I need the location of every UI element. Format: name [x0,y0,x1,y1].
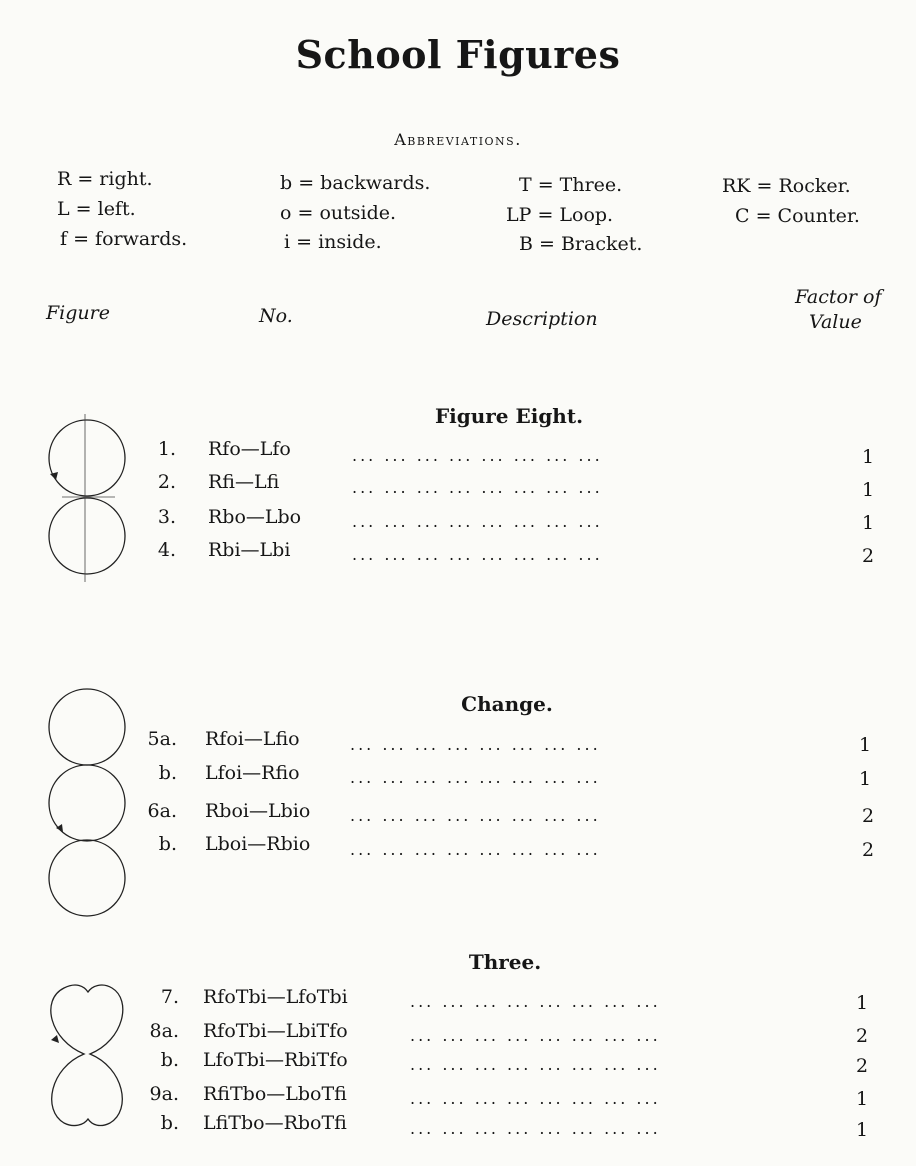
row-value: 1 [855,1088,869,1110]
dot-leader: ... ... ... ... ... ... ... ... [352,478,603,497]
dot-leader: ... ... ... ... ... ... ... ... [352,512,603,531]
row-description: Lboi—Rbio [205,833,311,855]
abbr-rk: RK = Rocker. [722,175,851,197]
dot-leader: ... ... ... ... ... ... ... ... [350,840,601,859]
abbr-lp: LP = Loop. [506,204,614,226]
abbr-o: o = outside. [280,202,397,224]
abbr-f: f = forwards. [60,228,188,250]
page-title: School Figures [295,32,621,77]
row-number: 3. [157,506,176,528]
row-description: RfoTbi—LfoTbi [203,986,348,1008]
row-description: Rbi—Lbi [208,539,291,561]
dot-leader: ... ... ... ... ... ... ... ... [352,446,603,465]
column-header-value: Value [809,311,862,333]
row-number: 1. [157,438,176,460]
row-description: Rfo—Lfo [208,438,291,460]
dot-leader: ... ... ... ... ... ... ... ... [410,992,661,1011]
abbr-b: b = backwards. [280,172,431,194]
dot-leader: ... ... ... ... ... ... ... ... [352,545,603,564]
abbr-r: R = right. [57,168,153,190]
row-value: 1 [861,479,875,501]
row-number: 6a. [147,800,177,822]
abbr-i: i = inside. [284,231,382,253]
row-number: b. [158,833,177,855]
abbr-l: L = left. [57,198,136,220]
row-value: 2 [861,805,875,827]
abbreviations-heading: Abbreviations. [394,130,522,149]
row-description: RfoTbi—LbiTfo [203,1020,348,1042]
dot-leader: ... ... ... ... ... ... ... ... [410,1119,661,1138]
row-number: b. [160,1049,179,1071]
row-number: 7. [160,986,179,1008]
row-number: b. [160,1112,179,1134]
row-value: 1 [858,734,872,756]
row-description: Rfi—Lfi [208,471,280,493]
row-description: LfoTbi—RbiTfo [203,1049,348,1071]
column-header-no: No. [259,305,293,327]
row-value: 1 [861,512,875,534]
dot-leader: ... ... ... ... ... ... ... ... [410,1089,661,1108]
row-number: 8a. [149,1020,179,1042]
row-value: 1 [855,992,869,1014]
section-title-figure-eight: Figure Eight. [434,404,584,428]
row-number: b. [158,762,177,784]
dot-leader: ... ... ... ... ... ... ... ... [350,806,601,825]
column-header-factor: Factor of [795,286,882,308]
row-value: 1 [855,1119,869,1141]
row-description: RfiTbo—LboTfi [203,1083,347,1105]
dot-leader: ... ... ... ... ... ... ... ... [350,768,601,787]
section-title-change: Change. [461,692,553,716]
row-value: 2 [861,545,875,567]
row-description: Rbo—Lbo [208,506,302,528]
row-value: 2 [855,1055,869,1077]
abbr-t: T = Three. [519,174,623,196]
row-value: 1 [861,446,875,468]
row-number: 2. [157,471,176,493]
row-description: Rfoi—Lfio [205,728,300,750]
row-description: Lfoi—Rfio [205,762,300,784]
row-description: LfiTbo—RboTfi [203,1112,347,1134]
row-value: 2 [855,1025,869,1047]
row-description: Rboi—Lbio [205,800,311,822]
row-number: 9a. [149,1083,179,1105]
dot-leader: ... ... ... ... ... ... ... ... [350,735,601,754]
section-title-three: Three. [468,950,542,974]
row-value: 1 [858,768,872,790]
dot-leader: ... ... ... ... ... ... ... ... [410,1055,661,1074]
row-number: 4. [157,539,176,561]
column-header-description: Description [486,308,598,330]
abbr-bracket: B = Bracket. [519,233,643,255]
abbr-c: C = Counter. [735,205,860,227]
row-number: 5a. [147,728,177,750]
column-header-figure: Figure [46,302,110,324]
row-value: 2 [861,839,875,861]
dot-leader: ... ... ... ... ... ... ... ... [410,1026,661,1045]
